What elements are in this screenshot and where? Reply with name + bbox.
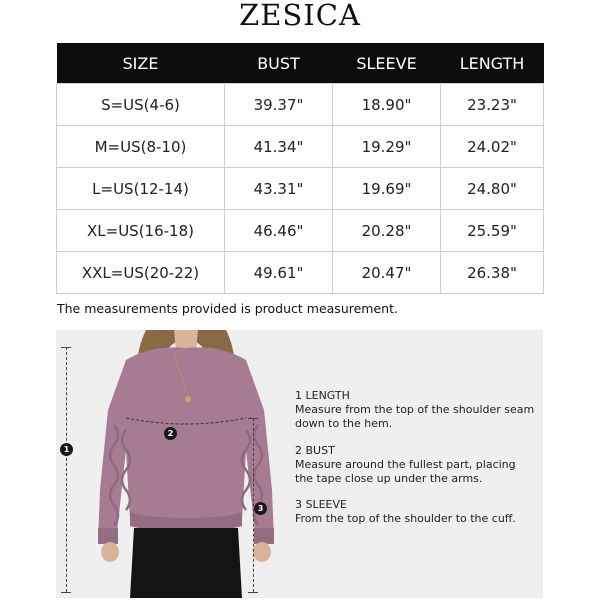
sleeve-cell: 19.29" [333,126,441,168]
length-guide-line [66,347,68,592]
pendant-icon [185,396,191,402]
sleeve-cell: 20.28" [333,210,441,252]
size-chart-table [56,43,544,294]
column-header-length: LENGTH [441,43,544,84]
sweater-body [98,347,274,542]
table-row [57,126,544,168]
size-cell: M=US(8-10) [57,126,225,168]
length-badge: 1 [60,443,73,456]
left-hand [101,542,119,562]
length-cell: 25.59" [441,210,544,252]
model-illustration [86,330,286,598]
size-cell: XL=US(16-18) [57,210,225,252]
table-row [57,252,544,294]
column-header-bust: BUST [225,43,333,84]
bust-badge: 2 [164,427,177,440]
bust-cell: 49.61" [225,252,333,294]
bust-cell: 41.34" [225,126,333,168]
sleeve-instruction [295,498,535,526]
bust-instruction-heading: 2 BUST [295,444,335,457]
size-cell: XXL=US(20-22) [57,252,225,294]
length-cell: 26.38" [441,252,544,294]
length-instruction-heading: 1 LENGTH [295,389,350,402]
length-cell: 23.23" [441,84,544,126]
pants-shape [130,528,242,598]
measurement-note: The measurements provided is product measurement. [57,301,398,316]
left-cuff [98,528,118,544]
sleeve-cell: 20.47" [333,252,441,294]
bust-cell: 46.46" [225,210,333,252]
sleeve-badge: 3 [254,502,267,515]
sleeve-cell: 18.90" [333,84,441,126]
bust-cell: 39.37" [225,84,333,126]
length-instruction [295,389,535,431]
length-cell: 24.80" [441,168,544,210]
brand-logo: ZESICA [239,0,361,32]
size-cell: S=US(4-6) [57,84,225,126]
table-row [57,84,544,126]
sleeve-guide-bottom-tick [248,592,258,593]
bust-instruction-text: Measure around the fullest part, placing the tape close up under the arms. [295,458,516,485]
table-header-row [57,43,544,84]
bust-instruction [295,444,535,486]
length-guide-bottom-tick [61,592,71,593]
sleeve-instruction-text: From the top of the shoulder to the cuff. [295,512,516,525]
right-cuff [254,528,274,544]
length-instruction-text: Measure from the top of the shoulder seam down to the hem. [295,403,535,430]
column-header-sleeve: SLEEVE [333,43,441,84]
table-row [57,168,544,210]
size-cell: L=US(12-14) [57,168,225,210]
length-cell: 24.02" [441,126,544,168]
sleeve-instruction-heading: 3 SLEEVE [295,498,347,511]
bust-cell: 43.31" [225,168,333,210]
table-row [57,210,544,252]
sleeve-cell: 19.69" [333,168,441,210]
right-hand [253,542,271,562]
column-header-size: SIZE [57,43,225,84]
